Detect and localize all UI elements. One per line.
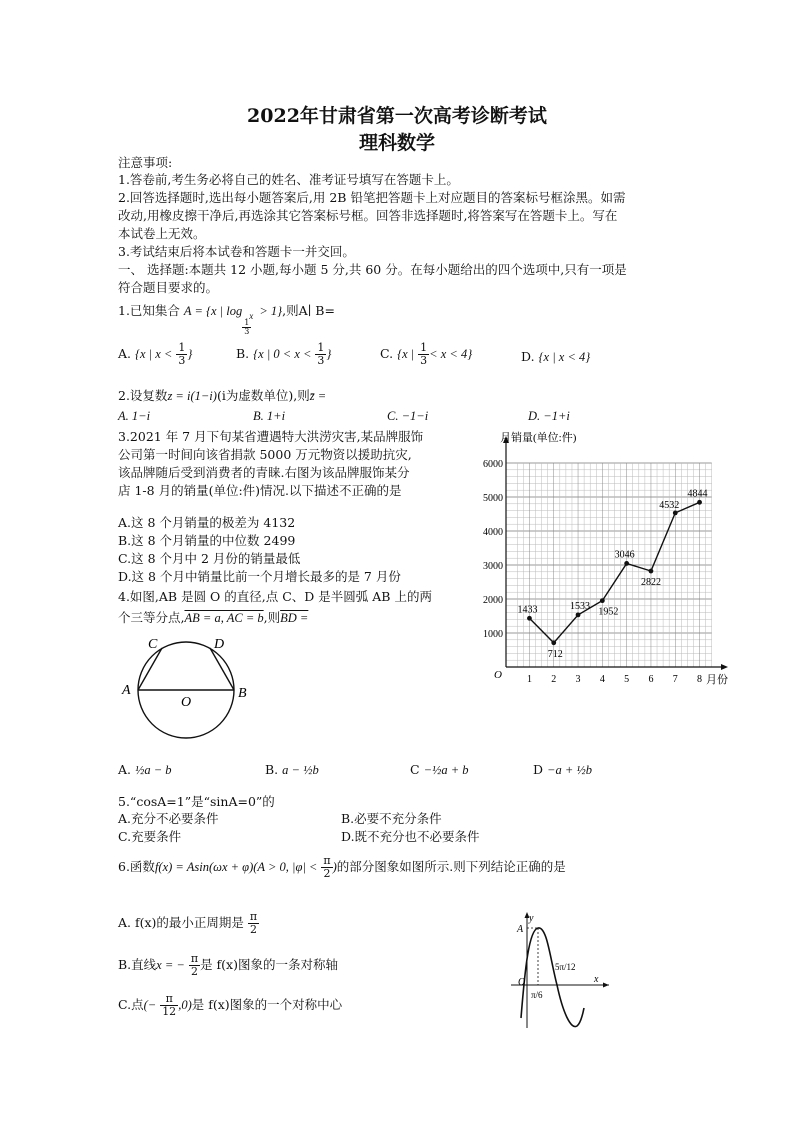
sine-curve <box>521 928 584 1027</box>
question-3-line: 店 1-8 月的销量(单位:件)情况.以下描述不正确的是 <box>118 483 402 498</box>
chord-ac <box>138 648 162 690</box>
sales-line-chart <box>470 425 740 695</box>
question-3-line: 该品牌随后受到消费者的青睐.右图为该品牌服饰某分 <box>118 465 410 480</box>
data-point <box>527 616 532 621</box>
x-tick-label: 4 <box>599 674 605 685</box>
x-tick-label: 2 <box>551 674 557 685</box>
data-point <box>649 569 654 574</box>
q4-option-b[interactable]: B. a − ½b <box>265 762 319 777</box>
x-tick-label: 8 <box>697 674 703 685</box>
data-label: 1533 <box>570 600 591 612</box>
y-tick-label: 4000 <box>483 527 503 538</box>
q6-option-b[interactable]: B.直线x = − $\frac{\pi}{2}$ 是 f(x)图象的一条对称轴 <box>118 952 338 978</box>
question-5-stem: 5.“cosA=1”是“sinA=0”的 <box>118 794 275 809</box>
q3-option-c[interactable]: C.这 8 个月中 2 月份的销量最低 <box>118 551 301 566</box>
chart-marks <box>517 488 707 659</box>
q6-option-c[interactable]: C.点(− $\frac{\pi}{12}$ ,0)是 f(x)图象的一个对称中心 <box>118 992 343 1018</box>
q1-option-a[interactable]: A. {x | x < $\frac{1}{3}$ } <box>118 341 193 367</box>
q5-option-d[interactable]: D.既不充分也不必要条件 <box>341 829 480 844</box>
chart-grid <box>506 463 712 667</box>
q2-option-a[interactable]: A. 1−i <box>118 409 151 423</box>
chart-axes <box>483 436 728 685</box>
notice-line: 本试卷上无效。 <box>118 226 206 241</box>
question-3-line: 3.2021 年 7 月下旬某省遭遇特大洪涝灾害,某品牌服饰 <box>118 429 424 444</box>
x-tick-label: 6 <box>648 674 654 685</box>
q5-option-a[interactable]: A.充分不必要条件 <box>118 811 219 826</box>
x-axis-arrow <box>721 664 728 670</box>
data-label: 4532 <box>659 499 680 511</box>
q5-option-c[interactable]: C.充要条件 <box>118 829 182 844</box>
q5-option-b[interactable]: B.必要不充分条件 <box>341 811 442 826</box>
x-label: x <box>594 974 599 985</box>
origin-label: O <box>518 977 526 988</box>
q2-option-b[interactable]: B. 1+i <box>253 409 286 423</box>
x-tick-label: 7 <box>672 674 678 685</box>
point-o-label: O <box>181 695 192 710</box>
question-4-line: 个三等分点,AB = a, AC = b,则BD = <box>118 610 309 625</box>
data-label: 3046 <box>614 549 635 561</box>
notice-line: 1.答卷前,考生务必将自己的姓名、准考证号填写在答题卡上。 <box>118 172 459 187</box>
q1-option-d[interactable]: D. {x | x < 4} <box>521 349 591 364</box>
q4-option-a[interactable]: A. ½a − b <box>118 762 172 777</box>
notice-heading: 注意事项: <box>118 155 173 170</box>
section-heading: 一、 选择题:本题共 12 小题,每小题 5 分,共 60 分。在每小题给出的四个选项中,只有一项是 <box>118 262 627 277</box>
notice-line: 2.回答选择题时,选出每小题答案后,用 2B 铅笔把答题卡上对应题目的答案标号框涂黑。如需 <box>118 190 626 205</box>
q6-option-a[interactable]: A. f(x)的最小正周期是 $\frac{\pi}{2}$ <box>118 910 258 936</box>
y-tick-label: 5000 <box>483 493 503 504</box>
semicircle-figure <box>118 632 258 742</box>
a-label: A <box>517 924 524 935</box>
question-1-stem: 1.已知集合 A = {x | log $\frac{1}{3}$ x > 1},则A∣ B= <box>118 303 335 336</box>
data-label: 1433 <box>517 604 538 616</box>
data-label: 2822 <box>640 577 661 589</box>
question-4-line: 4.如图,AB 是圆 O 的直径,点 C、D 是半圆弧 AB 上的两 <box>118 589 432 604</box>
exam-title: 2022年甘肃省第一次高考诊断考试 <box>247 105 547 127</box>
x-tick-label: 5 <box>624 674 630 685</box>
data-point <box>551 640 556 645</box>
point-d-label: D <box>214 637 225 652</box>
point-a-label: A <box>122 683 131 698</box>
q4-option-d[interactable]: D −a + ½b <box>533 762 593 777</box>
data-point <box>600 598 605 603</box>
section-heading-cont: 符合题目要求的。 <box>118 280 219 295</box>
q3-option-a[interactable]: A.这 8 个月销量的极差为 4132 <box>118 515 296 530</box>
q2-option-d[interactable]: D. −1+i <box>528 409 570 423</box>
data-label: 4844 <box>687 488 708 500</box>
question-2-stem: 2.设复数z = i(1−i)(i为虚数单位),则z̄ = <box>118 388 327 403</box>
y-tick-label: 2000 <box>483 595 503 606</box>
point-c-label: C <box>148 637 158 652</box>
x-tick-label: 3 <box>575 674 581 685</box>
data-point <box>673 511 678 516</box>
chart-origin-label: O <box>494 669 502 681</box>
chart-y-axis-label: 月销量(单位:件) <box>500 432 577 444</box>
five-pi-over-12-label: 5π/12 <box>555 962 576 972</box>
exam-subtitle: 理科数学 <box>358 132 435 154</box>
q3-option-d[interactable]: D.这 8 个月中销量比前一个月增长最多的是 7 月份 <box>118 569 401 584</box>
y-tick-label: 1000 <box>483 629 503 640</box>
y-label: y <box>529 913 534 924</box>
notice-line: 3.考试结束后将本试卷和答题卡一并交回。 <box>118 244 355 259</box>
q1-option-b[interactable]: B. {x | 0 < x < $\frac{1}{3}$ } <box>236 341 332 367</box>
data-label: 1952 <box>598 606 619 618</box>
sine-graph-figure <box>505 908 615 1033</box>
data-point <box>697 500 702 505</box>
q1-option-c[interactable]: C. {x | $\frac{1}{3}$ < x < 4} <box>380 341 473 367</box>
pi-over-6-label: π/6 <box>531 990 543 1000</box>
question-3-line: 公司第一时间向该省捐款 5000 万元物资以援助抗灾, <box>118 447 412 462</box>
y-tick-label: 6000 <box>483 459 503 470</box>
notice-line: 改动,用橡皮擦干净后,再选涂其它答案标号框。回答非选择题时,将答案写在答题卡上。写在 <box>118 208 618 223</box>
question-6-stem: 6.函数f(x) = Asin(ωx + φ)(A > 0, |φ| < $\frac{\pi}{2}$ )的部分图象如图所示.则下列结论正确的是 <box>118 854 566 880</box>
chart-x-axis-label: 月份 <box>706 674 728 686</box>
data-point <box>576 612 581 617</box>
x-tick-label: 1 <box>526 674 532 685</box>
data-label: 712 <box>547 648 563 660</box>
q4-option-c[interactable]: C −½a + b <box>410 762 469 777</box>
chord-bd <box>210 648 234 690</box>
q2-option-c[interactable]: C. −1−i <box>387 409 429 423</box>
data-point <box>624 561 629 566</box>
point-b-label: B <box>238 686 247 701</box>
q3-option-b[interactable]: B.这 8 个月销量的中位数 2499 <box>118 533 296 548</box>
y-tick-label: 3000 <box>483 561 503 572</box>
